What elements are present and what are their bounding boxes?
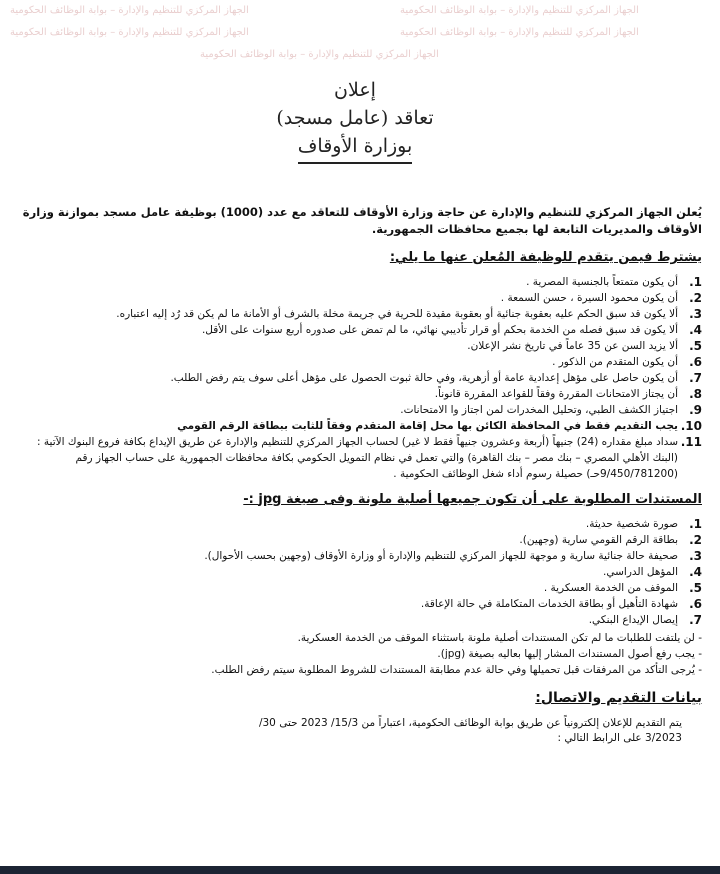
list-item	[12, 532, 702, 548]
item-number: 10.	[680, 419, 702, 433]
item-number: 9.	[689, 403, 702, 417]
item-text: أن يكون المتقدم من الذكور .	[552, 356, 678, 368]
item-text: أن يكون متمتعاً بالجنسية المصرية .	[526, 276, 678, 288]
list-item	[12, 418, 702, 434]
note: - لن يلتفت للطلبات ما لم تكن المستندات أصلية ملونة باستثناء الموقف من الخدمة العسكرية.	[297, 632, 702, 644]
note: - يجب رفع أصول المستندات المشار إليها بعاليه بصيغة (jpg).	[437, 648, 702, 660]
item-text: يجب التقديم فقط في المحافظة الكائن بها محل إقامة المتقدم وفقاً للثابت ببطاقة الرقم القومي	[177, 420, 678, 432]
list-item	[12, 564, 702, 580]
list-item	[12, 548, 702, 564]
item-text: أن يجتاز الامتحانات المقررة وفقاً للقواعد المقررة قانوناً.	[434, 388, 678, 400]
item-number: 2.	[689, 533, 702, 547]
item-text: بطاقة الرقم القومي سارية (وجهين).	[519, 534, 678, 546]
item-number: 8.	[689, 387, 702, 401]
item-text: إيصال الإيداع البنكي.	[588, 614, 678, 626]
list-item	[12, 290, 702, 306]
documents-list	[12, 516, 702, 628]
documents-heading: المستندات المطلوبة على أن تكون جميعها أصلية ملونة وفى صيغة jpg :-	[243, 492, 702, 507]
list-item	[12, 274, 702, 290]
item-text: شهادة التأهيل أو بطاقة الخدمات المتكاملة في حالة الإعاقة.	[420, 598, 678, 610]
item-text: صورة شخصية حديثة.	[585, 518, 678, 530]
contact-heading: بيانات التقديم والاتصال:	[535, 690, 702, 706]
watermark-area	[0, 4, 720, 70]
list-item	[12, 434, 702, 482]
watermark: الجهاز المركزي للتنظيم والإدارة – بوابة الوظائف الحكومية	[10, 27, 249, 38]
list-item	[12, 612, 702, 628]
list-item	[12, 580, 702, 596]
item-number: 3.	[689, 549, 702, 563]
bottom-bar	[0, 866, 720, 874]
item-text: اجتياز الكشف الطبي، وتحليل المخدرات لمن اجتاز وا الامتحانات.	[400, 404, 678, 416]
item-text: ألا يكون قد سبق فصله من الخدمة بحكم أو قرار تأديبي نهائي، ما لم تمض على صدوره أربع سنوات على الأقل.	[201, 324, 678, 336]
watermark: الجهاز المركزي للتنظيم والإدارة – بوابة الوظائف الحكومية	[400, 5, 639, 16]
item-number: 6.	[689, 597, 702, 611]
watermark: الجهاز المركزي للتنظيم والإدارة – بوابة الوظائف الحكومية	[200, 49, 439, 60]
doc-ministry: بوزارة الأوقاف	[298, 132, 413, 164]
watermark: الجهاز المركزي للتنظيم والإدارة – بوابة الوظائف الحكومية	[400, 27, 639, 38]
item-text: الموقف من الخدمة العسكرية .	[543, 582, 678, 594]
doc-subtitle: تعاقد (عامل مسجد)	[276, 107, 434, 129]
doc-title: إعلان	[334, 79, 376, 101]
item-number: 3.	[689, 307, 702, 321]
item-number: 1.	[689, 275, 702, 289]
list-item	[12, 322, 702, 338]
notes	[12, 630, 702, 678]
item-text: ألا يزيد السن عن 35 عاماً في تاريخ نشر الإعلان.	[467, 340, 678, 352]
list-item	[12, 354, 702, 370]
item-number: 4.	[689, 323, 702, 337]
list-item	[12, 516, 702, 532]
item-text: ألا يكون قد سبق الحكم عليه بعقوبة جنائية أو بعقوبة مقيدة للحرية في جريمة مخلة بالشرف أو الأمانة ما لم يكن قد رُد إليه اعتباره.	[116, 308, 678, 320]
item-number: 11.	[680, 435, 702, 449]
list-item	[12, 386, 702, 402]
item-text: أن يكون حاصل على مؤهل إعدادية عامة أو أزهرية، وفي حالة ثبوت الحصول على مؤهل أعلى سوف يتم رفض الطلب.	[170, 372, 678, 384]
conditions-heading: يشترط فيمن يتقدم للوظيفة المُعلن عنها ما يلي:	[389, 250, 702, 265]
intro-paragraph: يُعلن الجهاز المركزي للتنظيم والإدارة عن حاجة وزارة الأوقاف للتعاقد مع عدد (1000) بوظيفة عامل مسجد بموازنة وزارة الأوقاف والمديريات التابعة لها بجميع محافظات الجمهورية.	[22, 205, 702, 236]
contact-text: يتم التقديم للإعلان إلكترونياً عن طريق بوابة الوظائف الحكومية، اعتباراً من 15/3/ 2023 حتى 30/ 3/2023 على الرابط التالي :	[258, 717, 682, 744]
conditions-list	[12, 274, 702, 482]
list-item	[12, 338, 702, 354]
item-number: 6.	[689, 355, 702, 369]
item-number: 5.	[689, 581, 702, 595]
doc-title-block	[230, 76, 480, 164]
list-item	[12, 402, 702, 418]
item-text: صحيفة حالة جنائية سارية و موجهة للجهاز المركزي للتنظيم والإدارة أو وزارة الأوقاف (وجهين بحسب الأحوال).	[204, 550, 678, 562]
item-text: أن يكون محمود السيرة ، حسن السمعة .	[500, 292, 678, 304]
item-number: 5.	[689, 339, 702, 353]
item-text: سداد مبلغ مقداره (24) جنيهاً (أربعة وعشرون جنيهاً فقط لا غير) لحساب الجهاز المركزي للتنظيم والإدارة عن طريق الإيداع بكافة فروع البنوك الآتية : (البنك الأهلي المصري – بنك مصر – بنك القاهرة) والتي تعمل في نظام التمويل الحكومي بكافة محافظات الجمهورية على حساب الجهاز رقم (9/450/781200حـ) حصيلة رسوم أداء شغل الوظائف الحكومية .	[37, 436, 678, 480]
item-number: 7.	[689, 371, 702, 385]
item-number: 4.	[689, 565, 702, 579]
announcement-document	[12, 204, 702, 746]
note: - يُرجى التأكد من المرفقات قبل تحميلها وفي حالة عدم مطابقة المستندات للشروط المطلوبة سيتم رفض الطلب.	[211, 664, 702, 676]
item-number: 2.	[689, 291, 702, 305]
watermark: الجهاز المركزي للتنظيم والإدارة – بوابة الوظائف الحكومية	[10, 5, 249, 16]
item-text: المؤهل الدراسي.	[603, 566, 678, 578]
list-item	[12, 596, 702, 612]
item-number: 7.	[689, 613, 702, 627]
list-item	[12, 306, 702, 322]
list-item	[12, 370, 702, 386]
item-number: 1.	[689, 517, 702, 531]
